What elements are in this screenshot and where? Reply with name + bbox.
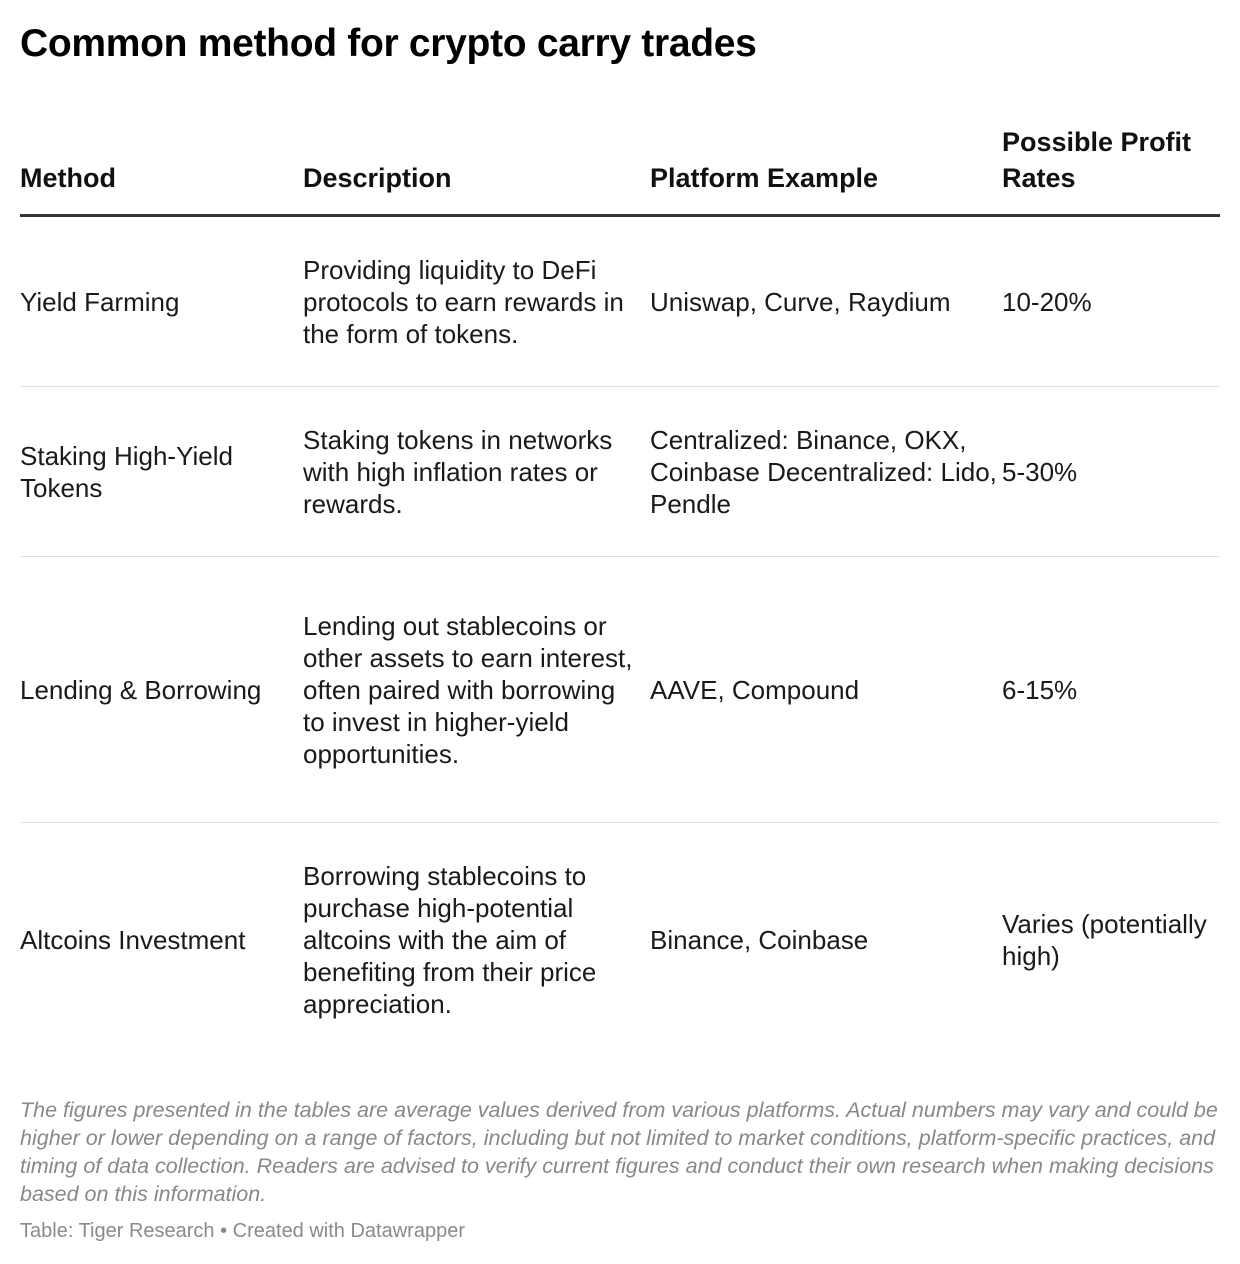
- header-method: Method: [20, 122, 303, 216]
- table-row: [20, 823, 1220, 1057]
- cell-profit: 5-30%: [1002, 387, 1220, 557]
- cell-platform: AAVE, Compound: [650, 557, 1002, 823]
- cell-platform: Uniswap, Curve, Raydium: [650, 216, 1002, 387]
- cell-description: Staking tokens in networks with high inflation rates or rewards.: [303, 387, 650, 557]
- cell-method: Yield Farming: [20, 216, 303, 387]
- cell-method: Lending & Borrowing: [20, 557, 303, 823]
- cell-platform: Centralized: Binance, OKX, Coinbase Decentralized: Lido, Pendle: [650, 387, 1002, 557]
- table-header-row: [20, 122, 1220, 216]
- cell-description: Providing liquidity to DeFi protocols to earn rewards in the form of tokens.: [303, 216, 650, 387]
- cell-description: Borrowing stablecoins to purchase high-potential altcoins with the aim of benefiting from their price appreciation.: [303, 860, 597, 1019]
- cell-method: Staking High-Yield Tokens: [20, 387, 303, 557]
- cell-profit: 10-20%: [1002, 216, 1220, 387]
- cell-method: Altcoins Investment: [20, 924, 246, 955]
- cell-description: Lending out stablecoins or other assets to earn interest, often paired with borrowing to invest in higher-yield opportunities.: [303, 557, 650, 823]
- table-row: [20, 557, 1220, 823]
- header-description: Description: [303, 122, 650, 216]
- page-title: Common method for crypto carry trades: [20, 22, 757, 65]
- cell-platform: Binance, Coinbase: [650, 924, 869, 955]
- table-row: [20, 387, 1220, 557]
- header-possible-profit-rates: Possible Profit Rates: [1002, 122, 1220, 216]
- cell-profit: Varies (potentially high): [1002, 908, 1207, 971]
- carry-trades-table: [20, 122, 1220, 1056]
- cell-profit: 6-15%: [1002, 557, 1220, 823]
- table-row: [20, 216, 1220, 387]
- source-credit: Table: Tiger Research • Created with Datawrapper: [20, 1220, 465, 1242]
- header-platform-example: Platform Example: [650, 122, 1002, 216]
- table-notes: The figures presented in the tables are average values derived from various platforms. Actual numbers may vary and could be higher or lower depending on a range of factors, including but not limited to market conditions, platform-specific practices, and timing of data collection. Readers are advised to verify current figures and conduct their own research when making decisions based on this information.: [20, 1098, 1218, 1206]
